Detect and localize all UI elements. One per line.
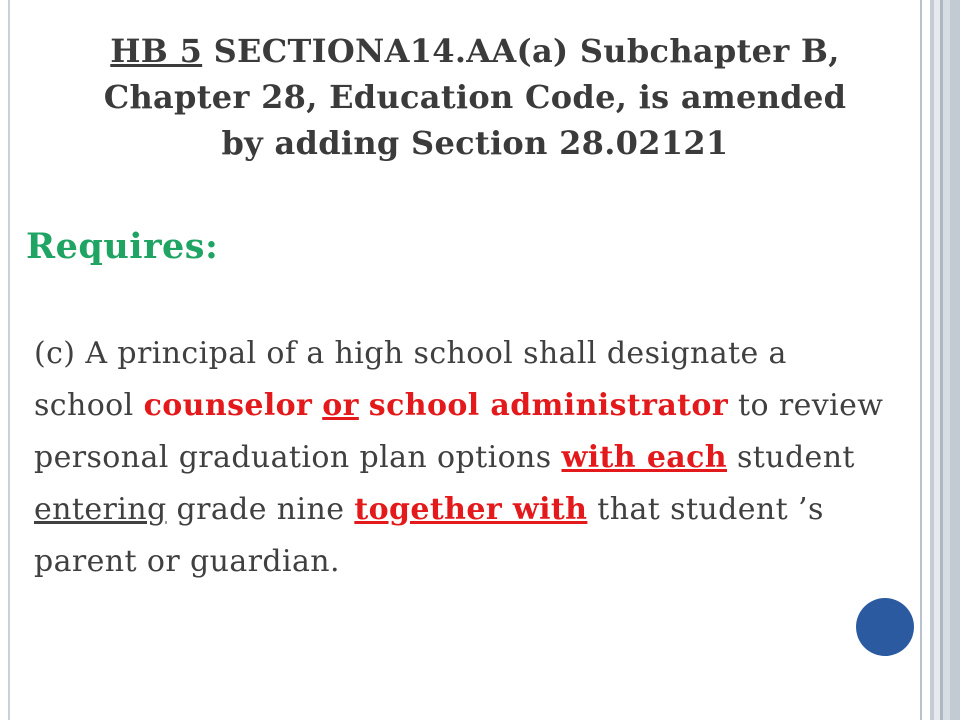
section-body-text	[34, 328, 894, 588]
body-text-segment: student	[727, 440, 855, 475]
body-space	[359, 388, 369, 423]
body-text-segment: grade nine	[166, 492, 355, 527]
title-line2: Chapter 28, Education Code, is amended	[103, 78, 847, 116]
body-text-segment: that student ’s parent or guardian.	[34, 492, 824, 579]
body-text-segment: to review personal graduation plan options	[34, 388, 884, 475]
emphasis-school-administrator: school administrator	[368, 388, 729, 423]
slide-left-border	[8, 0, 10, 720]
emphasis-counselor: counselor	[143, 388, 313, 423]
border-strip	[943, 0, 950, 720]
emphasis-entering: entering	[34, 492, 167, 527]
body-space	[312, 388, 322, 423]
title-bill-number: HB 5	[110, 32, 203, 70]
slide-title	[20, 28, 930, 166]
requires-heading: Requires:	[26, 226, 219, 267]
body-text-segment: (c) A principal of a high school shall designate a school	[34, 336, 787, 423]
title-line3: by adding Section 28.02121	[221, 124, 729, 162]
emphasis-together-with: together with	[354, 492, 588, 527]
decorative-circle	[856, 598, 914, 656]
emphasis-with-each: with each	[561, 440, 728, 475]
border-strip	[950, 0, 960, 720]
title-line1-rest: SECTIONA14.AA(a) Subchapter B,	[202, 32, 840, 70]
emphasis-or: or	[322, 388, 359, 423]
